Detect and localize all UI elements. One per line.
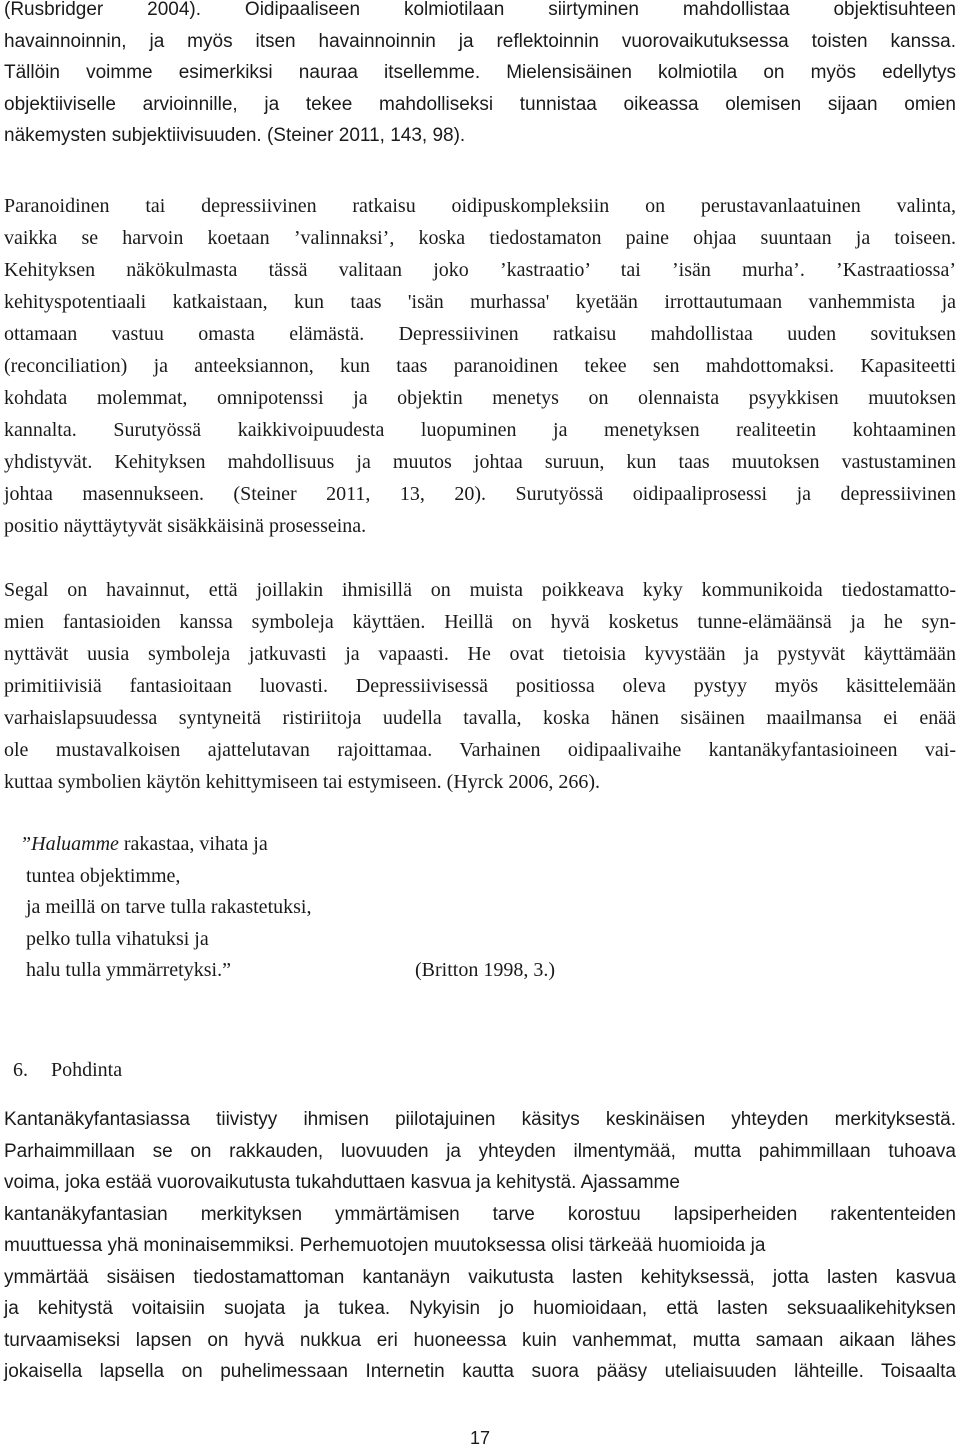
paragraph-line: Tällöin voimme esimerkiksi nauraa itsellemme. Mielensisäinen kolmiotila on myös edellytys [4, 62, 956, 83]
quote-line [20, 955, 620, 987]
paragraph-line: varhaislapsuudessa syntyneitä ristiriitoja uudella tavalla, koska hänen sisäinen maailmansa ei enää [4, 707, 956, 729]
section-number: 6. [13, 1059, 28, 1081]
paragraph-line: kantanäkyfantasian merkityksen ymmärtämisen tarve korostuu lapsiperheiden rakententeiden [4, 1203, 956, 1225]
paragraph-line: kehityspotentiaali katkaistaan, kun taas 'isän murhassa' kyetään irrottautumaan vanhemmista ja [4, 291, 956, 313]
paragraph-line: jokaisella lapsella on puhelimessaan Internetin kautta suora pääsy uteliaisuuden lähteille. Toisaalta [4, 1361, 956, 1382]
quote-opening-word: ”Haluamme [20, 833, 119, 855]
paragraph-line: havainnoinnin, ja myös itsen havainnoinnin ja reflektoinnin vuorovaikutuksessa toisten kanssa. [4, 30, 956, 52]
paragraph-line: Segal on havainnut, että joillakin ihmisillä on muista poikkeava kyky kommunikoida tiedostamatto- [4, 579, 956, 601]
paragraph-line: ole mustavalkoisen ajattelutavan rajoittamaa. Varhainen oidipaalivaihe kantanäkyfantasioineen vai- [4, 739, 956, 761]
paragraph-line: objektiiviselle arvioinnille, ja tekee mahdolliseksi tunnistaa oikeassa olemisen sijaan omien [4, 93, 956, 115]
paragraph-line: voima, joka estää vuorovaikutusta tukahduttaen kasvua ja kehitystä. Ajassamme [4, 1172, 680, 1193]
paragraph-line: Parhaimmillaan se on rakkauden, luovuuden ja yhteyden ilmentymää, mutta pahimmillaan tuhoava [4, 1140, 956, 1162]
paragraph-4 [4, 1104, 956, 1388]
paragraph-line: mien fantasioiden kanssa symboleja käyttäen. Heillä on hyvä kosketus tunne-elämäänsä ja he syn- [4, 611, 956, 633]
paragraph-line: johtaa masennukseen. (Steiner 2011, 13, 20). Surutyössä oidipaaliprosessi ja depressiivinen [4, 483, 956, 505]
quote-citation: (Britton 1998, 3.) [415, 959, 555, 981]
paragraph-line: (reconciliation) ja anteeksiannon, kun taas paranoidinen tekee sen mahdottomaksi. Kapasiteetti [4, 355, 956, 377]
paragraph-3 [4, 574, 956, 798]
paragraph-line: Kantanäkyfantasiassa tiivistyy ihmisen piilotajuinen käsitys keskinäisen yhteyden merkityksestä. [4, 1109, 956, 1130]
quote-last-line: halu tulla ymmärretyksi.” [26, 959, 231, 981]
paragraph-line: yhdistyvät. Kehityksen mahdollisuus ja muutos johtaa suruun, kun taas muutoksen vastustaminen [4, 451, 956, 473]
paragraph-line: ottamaan vastuu omasta elämästä. Depressiivinen ratkaisu mahdollistaa uuden sovituksen [4, 323, 956, 345]
paragraph-line: kannalta. Surutyössä kaikkivoipuudesta luopuminen ja menetyksen realiteetin kohtaaminen [4, 419, 956, 441]
paragraph-line: primitiivisiä fantasioitaan luovasti. Depressiivisessä positiossa oleva pystyy myös käsittelemään [4, 675, 956, 697]
section-heading [13, 1054, 122, 1086]
paragraph-line: näkemysten subjektiivisuuden. (Steiner 2011, 143, 98). [4, 125, 466, 146]
paragraph-line: (Rusbridger 2004). Oidipaaliseen kolmiotilaan siirtyminen mahdollistaa objektisuhteen [4, 0, 956, 20]
quote-line: pelko tulla vihatuksi ja [26, 927, 209, 950]
section-title: Pohdinta [51, 1059, 123, 1081]
paragraph-line: Paranoidinen tai depressiivinen ratkaisu oidipuskompleksiin on perustavanlaatuinen valinta, [4, 195, 956, 217]
block-quote [20, 829, 620, 987]
paragraph-1 [4, 0, 956, 152]
paragraph-line: kohdata molemmat, omnipotenssi ja objektin menetys on olennaista psyykkisen muutoksen [4, 387, 956, 409]
quote-line-rest: rakastaa, vihata ja [118, 833, 268, 855]
paragraph-line: kuttaa symbolien käytön kehittymiseen tai estymiseen. (Hyrck 2006, 266). [4, 771, 600, 793]
paragraph-line: ja kehitystä voitaisiin suojata ja tukea. Nykyisin jo huomioidaan, että lasten seksuaalikehityksen [4, 1298, 956, 1319]
paragraph-line: muuttuessa yhä moninaisemmiksi. Perhemuotojen muutoksessa olisi tärkeää huomioida ja [4, 1235, 766, 1256]
quote-line: tuntea objektimme, [26, 864, 181, 887]
paragraph-line: positio näyttäytyvät sisäkkäisinä prosesseina. [4, 515, 367, 537]
paragraph-2 [4, 190, 956, 542]
paragraph-line: vaikka se harvoin koetaan ’valinnaksi’, koska tiedostamaton paine ohjaa suuntaan ja toiseen. [4, 227, 956, 249]
paragraph-line: nyttävät uusia symboleja jatkuvasti ja vapaasti. He ovat tietoisia kyvystään ja pystyvät käyttämään [4, 643, 956, 665]
paragraph-line: turvaamiseksi lapsen on hyvä nukkua eri huoneessa kuin vanhemmat, mutta samaan aikaan lähes [4, 1329, 956, 1351]
quote-line [20, 829, 620, 861]
quote-line: ja meillä on tarve tulla rakastetuksi, [26, 896, 312, 918]
paragraph-line: Kehityksen näkökulmasta tässä valitaan joko ’kastraatio’ tai ’isän murha’. ’Kastraatiossa’ [4, 259, 956, 281]
paragraph-line: ymmärtää sisäisen tiedostamattoman kantanäyn vaikutusta lasten kehityksessä, jotta lasten kasvua [4, 1266, 956, 1288]
page-number: 17 [469, 1428, 491, 1448]
